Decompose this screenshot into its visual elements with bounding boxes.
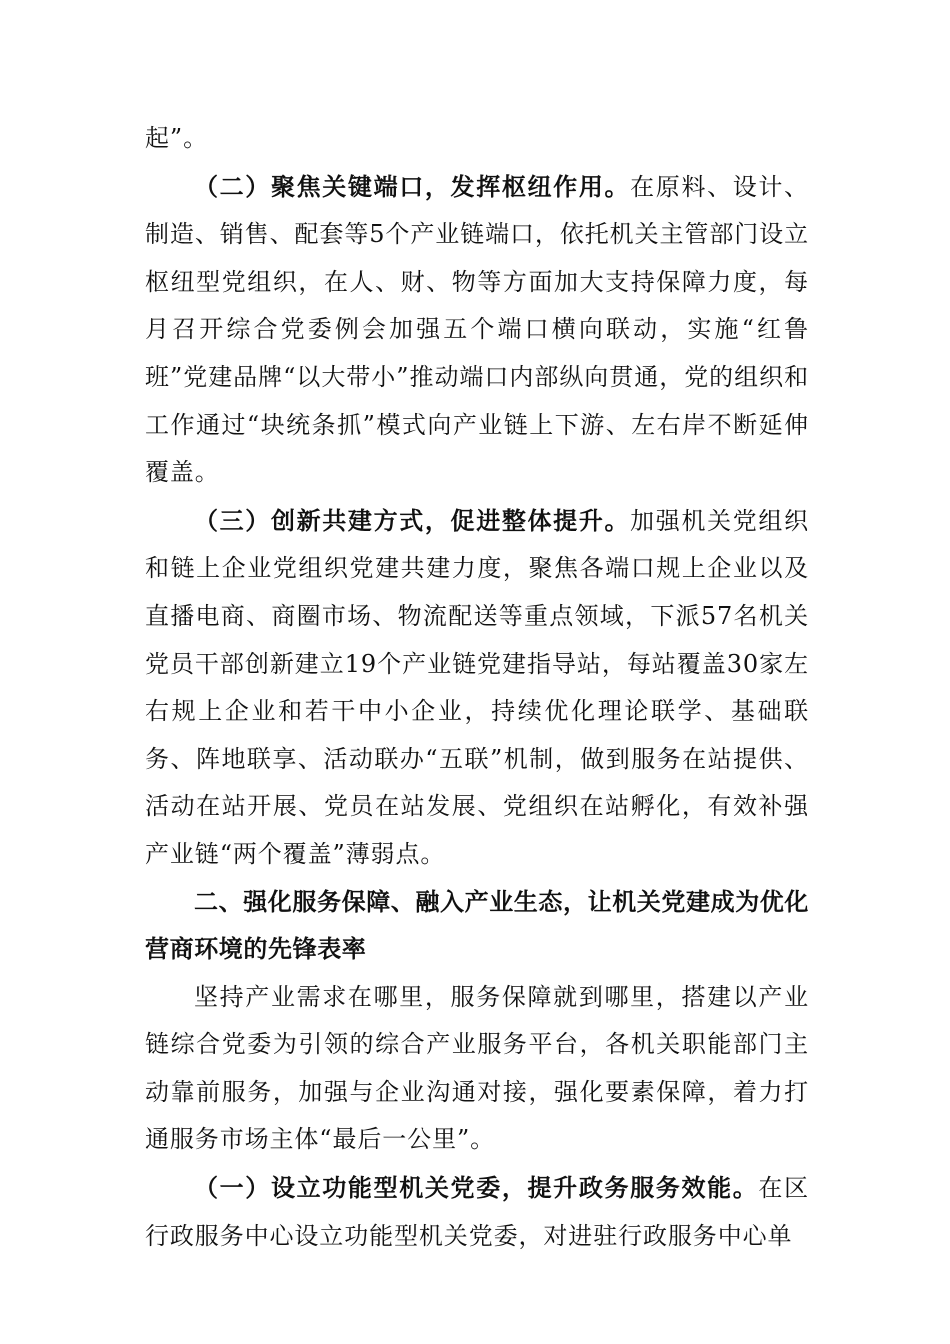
- paragraph-section-2: [145, 163, 809, 497]
- paragraph-text: 坚持产业需求在哪里，服务保障就到哪里，搭建以产业链综合党委为引领的综合产业服务平台，各机关职能部门主动靠前服务，加强与企业沟通对接，强化要素保障，着力打通服务市场主体“最后一公里”。: [145, 982, 809, 1154]
- document-body: [145, 115, 809, 1260]
- section-heading: [145, 879, 809, 974]
- paragraph-text: 加强机关党组织和链上企业党组织党建共建力度，聚焦各端口规上企业以及直播电商、商圈市场、物流配送等重点领域，下派57名机关党员干部创新建立19个产业链党建指导站，每站覆盖30家左右规上企业和若干中小企业，持续优化理论联学、基础联务、阵地联享、活动联办“五联”机制，做到服务在站提供、活动在站开展、党员在站发展、党组织在站孵化，有效补强产业链“两个覆盖”薄弱点。: [145, 506, 809, 868]
- paragraph-lead: （一）设立功能型机关党委，提升政务服务效能。: [194, 1173, 759, 1203]
- paragraph-subsection-1: [145, 1164, 809, 1260]
- paragraph-text: 起”。: [145, 124, 208, 152]
- paragraph-continuation: [145, 115, 809, 163]
- paragraph-section-3: [145, 497, 809, 879]
- paragraph-lead: （二）聚焦关键端口，发挥枢纽作用。: [194, 171, 631, 201]
- paragraph-lead: （三）创新共建方式，促进整体提升。: [194, 505, 631, 535]
- paragraph-text: 在原料、设计、制造、销售、配套等5个产业链端口，依托机关主管部门设立枢纽型党组织，在人、财、物等方面加大支持保障力度，每月召开综合党委例会加强五个端口横向联动，实施“红鲁班”党建品牌“以大带小”推动端口内部纵向贯通，党的组织和工作通过“块统条抓”模式向产业链上下游、左右岸不断延伸覆盖。: [145, 172, 809, 487]
- heading-text: 二、强化服务保障、融入产业生态，让机关党建成为优化营商环境的先锋表率: [145, 887, 809, 964]
- paragraph-text: 在区行政服务中心设立功能型机关党委，对进驻行政服务中心单: [145, 1174, 809, 1250]
- paragraph-intro: [145, 974, 809, 1164]
